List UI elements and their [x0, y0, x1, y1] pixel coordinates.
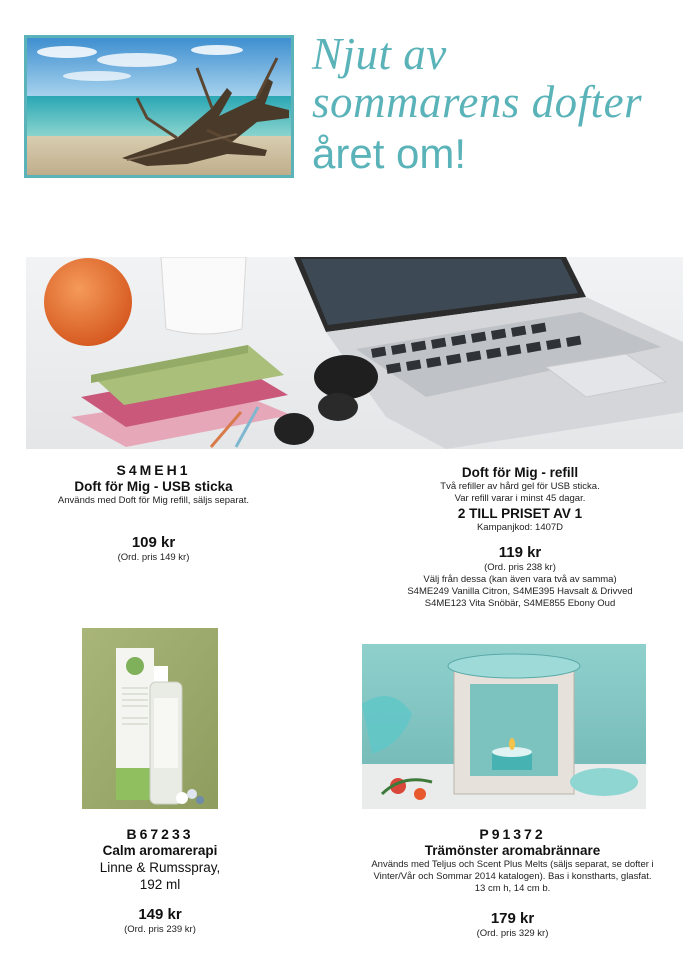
product-name-line-2: Linne & Rumsspray,	[99, 860, 221, 875]
product-room-spray	[40, 826, 280, 936]
product-aroma-burner	[340, 826, 685, 940]
headline	[312, 30, 692, 182]
product-ord-price: (Ord. pris 149 kr)	[117, 552, 190, 563]
product-name-line-1: Calm aromarerapi	[102, 843, 218, 858]
product-description-line-2: Var refill varar i minst 45 dagar.	[454, 493, 586, 504]
product-name-line-3: 192 ml	[139, 877, 181, 892]
product-ord-price: (Ord. pris 239 kr)	[124, 924, 196, 935]
headline-line-3: året om!	[312, 130, 467, 177]
product-name: Doft för Mig - refill	[461, 465, 579, 480]
product-sku: S4MEH1	[116, 462, 191, 478]
product-name: Trämönster aromabrännare	[424, 843, 601, 858]
product-sku: P91372	[479, 826, 546, 842]
product-ord-price: (Ord. pris 329 kr)	[476, 928, 549, 939]
product-description-line-1: Används med Teljus och Scent Plus Melts (säljs separat, se dofter i	[371, 859, 654, 870]
product-refill	[355, 464, 685, 610]
campaign-code: Kampanjkod: 1407D	[476, 522, 564, 533]
product-price: 109 kr	[131, 534, 176, 551]
product-usb-stick	[26, 462, 281, 564]
laptop-usb-scent-photo	[26, 257, 683, 449]
product-sku: B67233	[126, 826, 194, 842]
choose-scents-line-1: Välj från dessa (kan även vara två av samma)	[423, 574, 617, 585]
product-description: Används med Doft för Mig refill, säljs separat.	[57, 495, 250, 506]
choose-scents-line-2: S4ME249 Vanilla Citron, S4ME395 Havsalt & Drivved	[407, 586, 633, 597]
product-price: 179 kr	[490, 910, 535, 927]
product-description-line-3: 13 cm h, 14 cm b.	[474, 883, 551, 894]
campaign-offer: 2 TILL PRISET AV 1	[457, 506, 583, 521]
product-description-line-1: Två refiller av hård gel för USB sticka.	[440, 481, 600, 492]
headline-line-2: sommarens dofter	[312, 77, 643, 127]
room-spray-photo	[82, 628, 218, 809]
aroma-burner-photo	[362, 644, 646, 809]
product-name: Doft för Mig - USB sticka	[74, 479, 233, 494]
product-price: 119 kr	[498, 544, 542, 561]
product-ord-price: (Ord. pris 238 kr)	[484, 562, 556, 573]
headline-line-1: Njut av	[312, 29, 447, 79]
beach-driftwood-photo	[24, 35, 294, 178]
choose-scents-line-3: S4ME123 Vita Snöbär, S4ME855 Ebony Oud	[424, 598, 616, 609]
product-price: 149 kr	[138, 906, 182, 923]
product-description-line-2: Vinter/Vår och Sommar 2014 katalogen). Bas i konstharts, glasfat.	[373, 871, 652, 882]
